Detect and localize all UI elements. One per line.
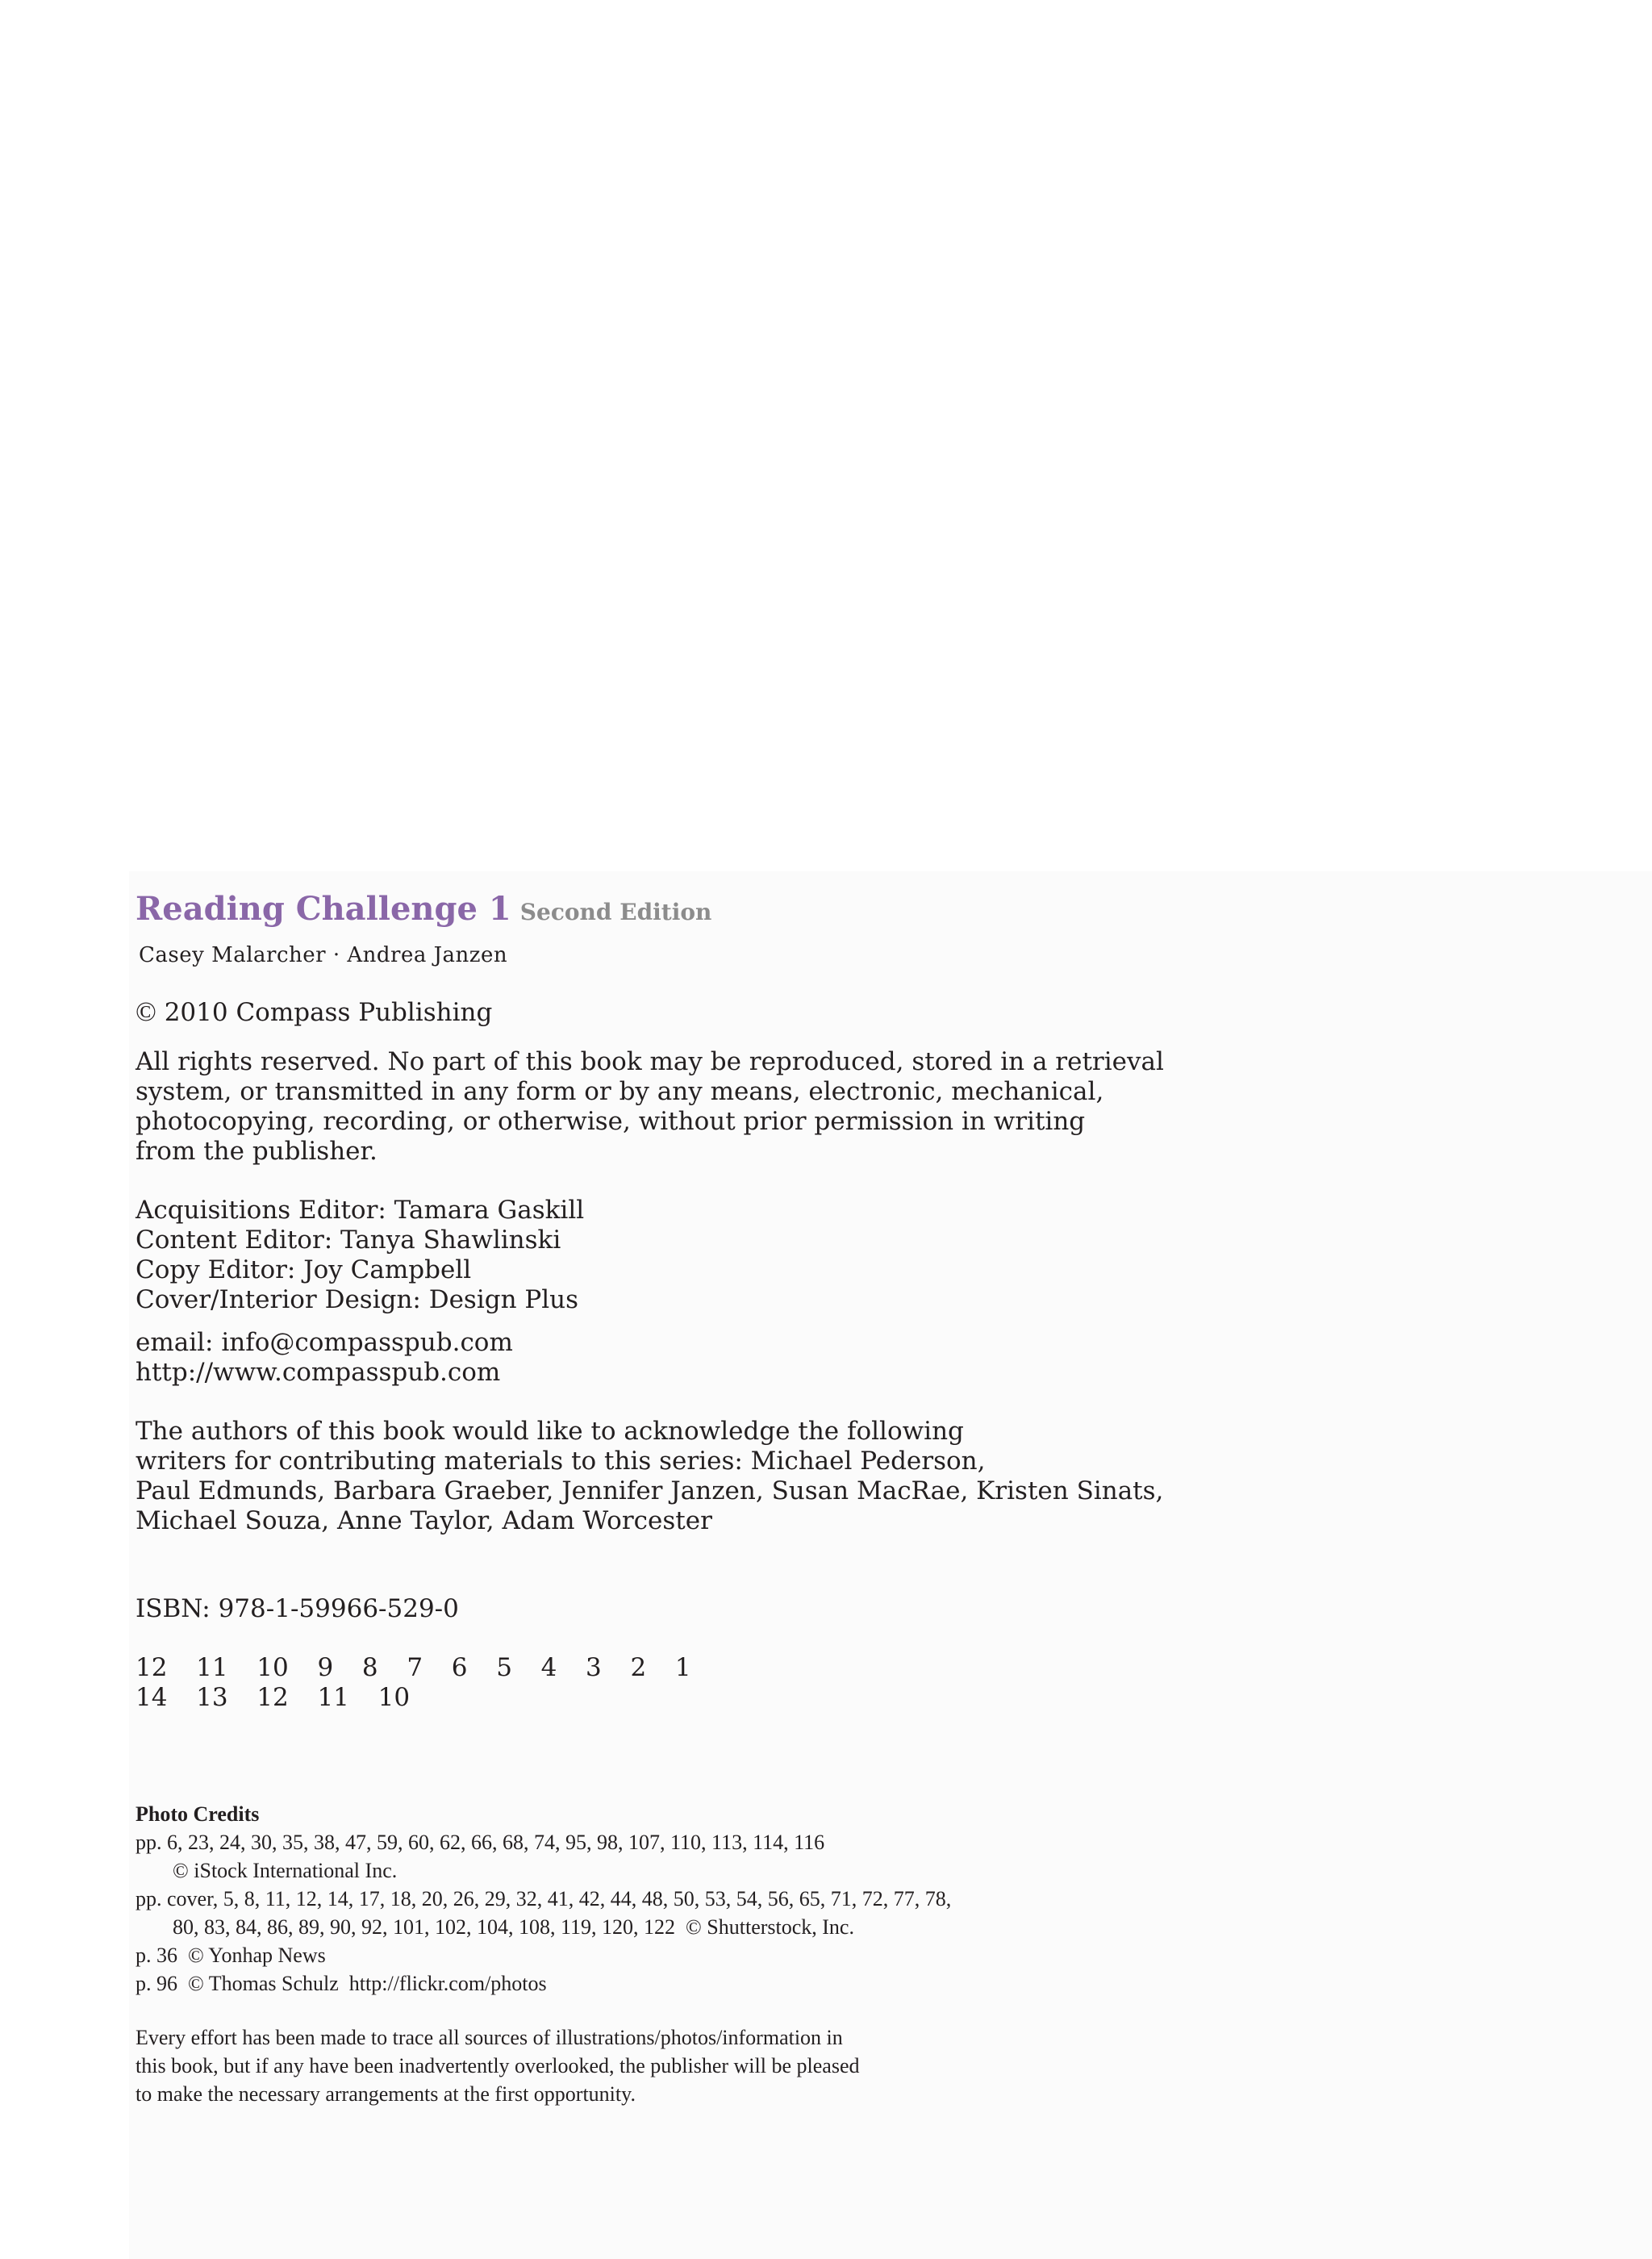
editor-credits xyxy=(136,1196,1426,1315)
copyright-notice xyxy=(136,997,1426,1028)
title-line xyxy=(136,887,1426,937)
copyright-symbol: © xyxy=(136,997,156,1027)
disclaimer-line: this book, but if any have been inadvertently overlooked, the publisher will be pleased xyxy=(136,2054,860,2077)
credit-line: p. 96 © Thomas Schulz http://flickr.com/photos xyxy=(136,1972,547,1995)
rights-statement xyxy=(136,1047,1164,1167)
printing-line: 12 11 10 9 8 7 6 5 4 3 2 1 xyxy=(136,1653,691,1682)
printing-numbers xyxy=(136,1653,1426,1713)
credit-line: pp. 6, 23, 24, 30, 35, 38, 47, 59, 60, 62, 66, 68, 74, 95, 98, 107, 110, 113, 114, 116 xyxy=(136,1831,825,1854)
acknowledgement-line: Paul Edmunds, Barbara Graeber, Jennifer Janzen, Susan MacRae, Kristen Sinats, xyxy=(136,1476,1164,1505)
book-title: Reading Challenge 1 xyxy=(136,890,511,928)
design-credit: Cover/Interior Design: Design Plus xyxy=(136,1285,579,1314)
acquisitions-editor: Acquisitions Editor: Tamara Gaskill xyxy=(136,1196,585,1225)
rights-line: from the publisher. xyxy=(136,1137,378,1166)
copyright-text: 2010 Compass Publishing xyxy=(164,998,493,1027)
photo-credits-heading: Photo Credits xyxy=(136,1802,260,1826)
rights-line: All rights reserved. No part of this book may be reproduced, stored in a retrieval xyxy=(136,1047,1164,1076)
acknowledgement-line: The authors of this book would like to acknowledge the following xyxy=(136,1417,964,1446)
disclaimer-line: Every effort has been made to trace all sources of illustrations/photos/information in xyxy=(136,2026,843,2049)
credit-line: 80, 83, 84, 86, 89, 90, 92, 101, 102, 104, 108, 119, 120, 122 © Shutterstock, Inc. xyxy=(173,1915,854,1939)
printing-line: 14 13 12 11 10 xyxy=(136,1683,411,1712)
credit-line: p. 36 © Yonhap News xyxy=(136,1944,326,1967)
website: http://www.compasspub.com xyxy=(136,1358,501,1387)
photo-credits xyxy=(136,1800,1426,1998)
disclaimer xyxy=(136,2023,1426,2108)
email: email: info@compasspub.com xyxy=(136,1328,513,1357)
acknowledgement xyxy=(136,1417,1426,1536)
isbn: ISBN: 978-1-59966-529-0 xyxy=(136,1594,459,1623)
acknowledgement-line: Michael Souza, Anne Taylor, Adam Worcester xyxy=(136,1506,712,1535)
contact-info xyxy=(136,1328,1426,1388)
authors: Casey Malarcher · Andrea Janzen xyxy=(139,943,508,967)
rights-line: photocopying, recording, or otherwise, without prior permission in writing xyxy=(136,1107,1086,1136)
acknowledgement-line: writers for contributing materials to this series: Michael Pederson, xyxy=(136,1447,986,1476)
edition-label: Second Edition xyxy=(519,899,712,925)
rights-line: system, or transmitted in any form or by any means, electronic, mechanical, xyxy=(136,1077,1104,1106)
copy-editor: Copy Editor: Joy Campbell xyxy=(136,1255,472,1284)
copyright-page xyxy=(136,887,1426,2108)
credit-line: © iStock International Inc. xyxy=(173,1859,398,1882)
content-editor: Content Editor: Tanya Shawlinski xyxy=(136,1226,561,1255)
disclaimer-line: to make the necessary arrangements at the first opportunity. xyxy=(136,2082,636,2106)
credit-line: pp. cover, 5, 8, 11, 12, 14, 17, 18, 20, 26, 29, 32, 41, 42, 44, 48, 50, 53, 54, 56, 65, 71, 72, 77, 78, xyxy=(136,1887,952,1910)
